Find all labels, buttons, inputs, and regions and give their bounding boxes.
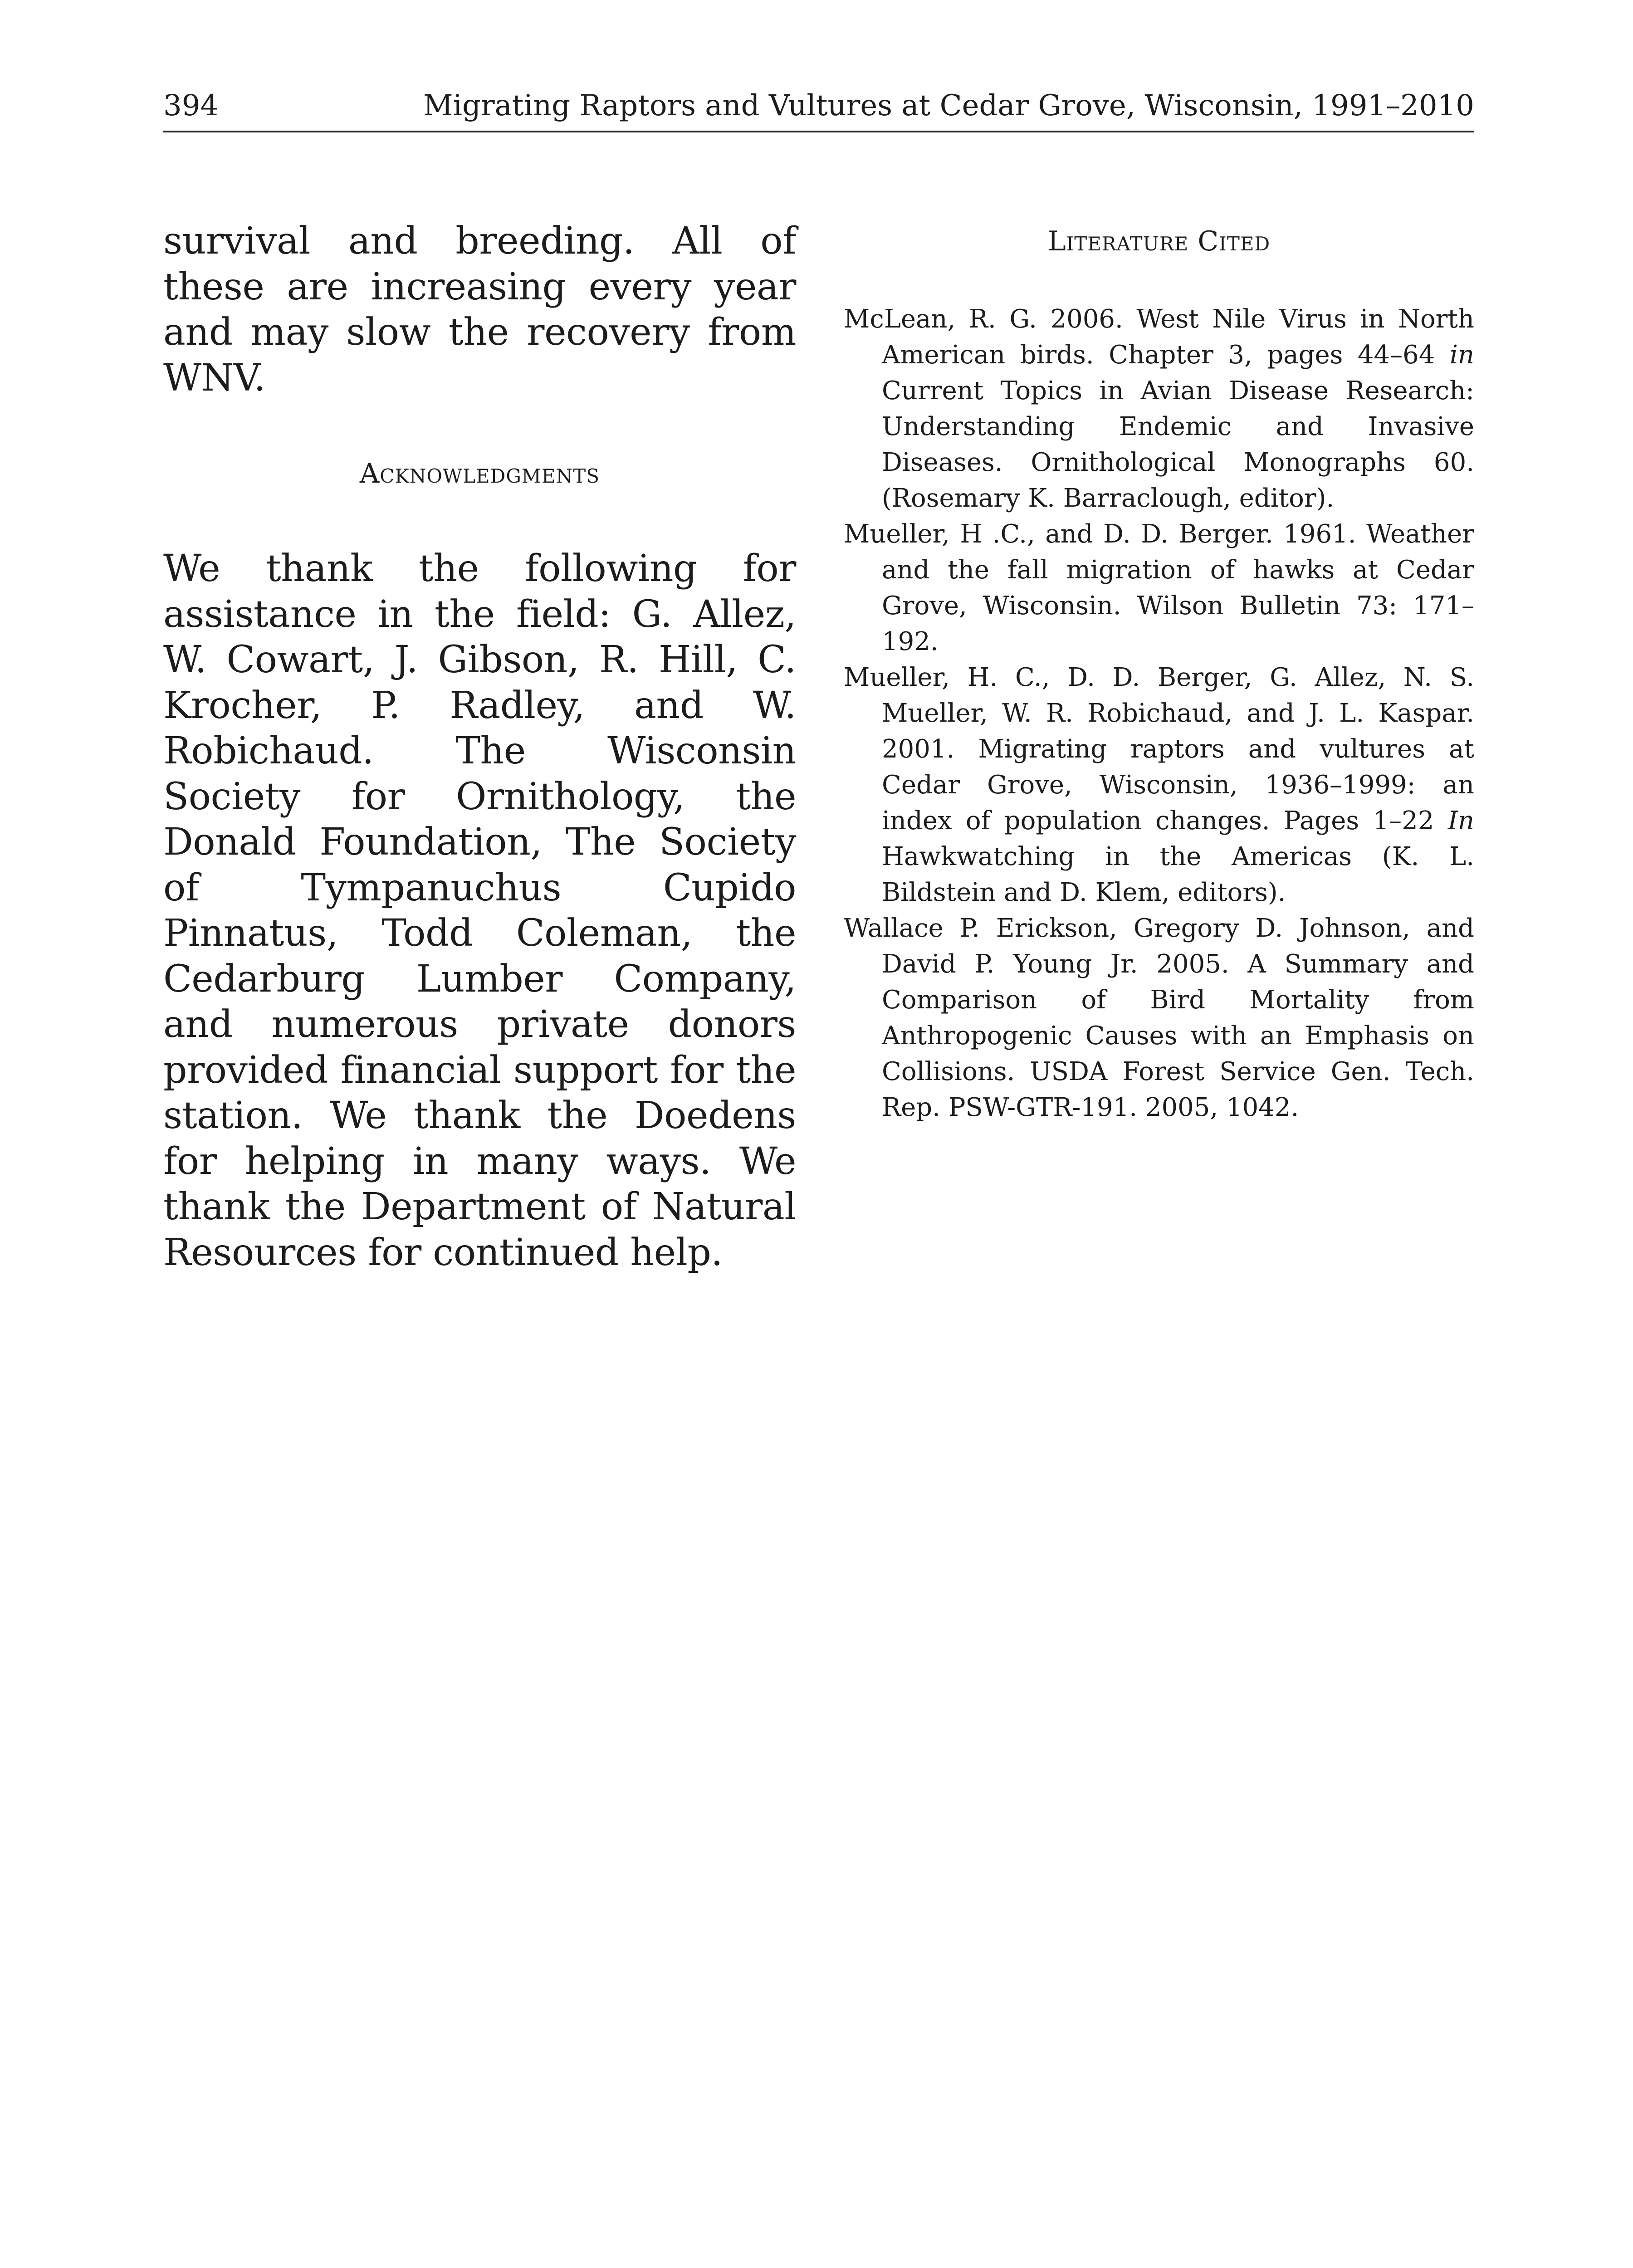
intro-paragraph: survival and breeding. All of these are increasing every year and may slow the recovery from WNV. [163, 220, 796, 400]
reference-text: Hawkwatching in the Americas (K. L. Bildstein and D. Klem, editors). [882, 842, 1474, 907]
reference-item [844, 301, 1474, 516]
literature-cited-heading: Literature Cited [1047, 225, 1271, 257]
reference-text: Mueller, H .C., and D. D. Berger. 1961. Weather and the fall migration of hawks at Cedar Grove, Wisconsin. Wilson Bulletin 73: 171–192. [844, 519, 1474, 656]
left-column [163, 219, 796, 1276]
acknowledgments-heading: Acknowledgments [359, 458, 600, 489]
reference-item [844, 910, 1474, 1125]
reference-text: Current Topics in Avian Disease Research: Understanding Endemic and Invasive Diseases. Ornithological Monographs 60. (Rosemary K. Barraclough, editor). [882, 376, 1474, 513]
running-title: Migrating Raptors and Vultures at Cedar Grove, Wisconsin, 1991–2010 [423, 89, 1474, 122]
page-header [163, 89, 1474, 132]
reference-item [844, 516, 1474, 660]
acknowledgments-text: We thank the following for assistance in the field: G. Allez, W. Cowart, J. Gibson, R. Hill, C. Krocher, P. Radley, and W. Robichaud. The Wisconsin Society for Ornithology, the Donald Foundation, The Society of Tympanuchus Cupido Pinnatus, Todd Coleman, the Cedarburg Lumber Company, and numerous private donors provided financial support for the station. We thank the Doedens for helping in many ways. We thank the Department of Natural Resources for continued help. [163, 547, 796, 1274]
reference-text: Mueller, H. C., D. D. Berger, G. Allez, N. S. Mueller, W. R. Robichaud, and J. L. Kaspar. 2001. Migrating raptors and vultures at Cedar Grove, Wisconsin, 1936–1999: an index of population changes. Pages 1–22 [844, 663, 1474, 836]
right-column [844, 219, 1474, 1125]
reference-italic: in [1450, 340, 1474, 370]
reference-italic: In [1447, 806, 1474, 836]
reference-item [844, 660, 1474, 910]
reference-text: McLean, R. G. 2006. West Nile Virus in North American birds. Chapter 3, pages 44–64 [844, 304, 1474, 370]
page-number: 394 [163, 89, 219, 122]
reference-text: Wallace P. Erickson, Gregory D. Johnson, and David P. Young Jr. 2005. A Summary and Comparison of Bird Mortality from Anthropogenic Causes with an Emphasis on Collisions. USDA Forest Service Gen. Tech. Rep. PSW-GTR-191. 2005, 1042. [844, 914, 1474, 1122]
